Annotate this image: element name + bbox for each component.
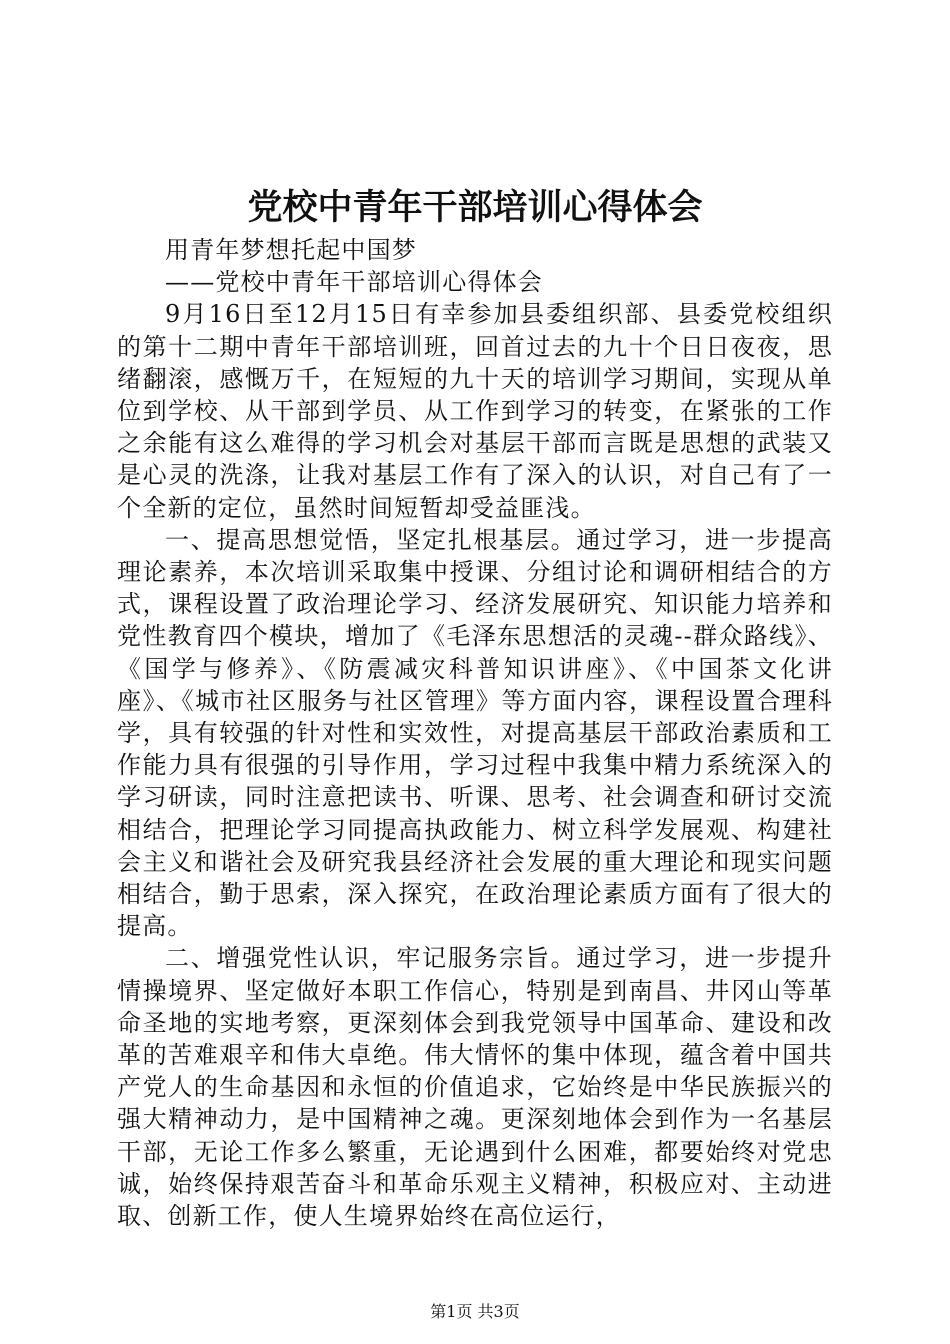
subtitle: 用青年梦想托起中国梦 <box>165 236 417 264</box>
paragraph: 9月16日至12月15日有幸参加县委组织部、县委党校组织的第十二期中青年干部培训班，回首过去的九十个日日夜夜，思绪翻滚，感慨万千，在短短的九十天的培训学习期间，实现从单位到学校、从干部到学员、从工作到学习的转变，在紧张的工作之余能有这么难得的学习机会对基层干部而言既是思想的武装又是心灵的洗涤，让我对基层工作有了深入的认识，对自己有了一个全新的定位，虽然时间短暂却受益匪浅。 <box>117 300 833 522</box>
paragraph: 一、提高思想觉悟，坚定扎根基层。通过学习，进一步提高理论素养，本次培训采取集中授课、分组讨论和调研相结合的方式，课程设置了政治理论学习、经济发展研究、知识能力培养和党性教育四个模块，增加了《毛泽东思想活的灵魂--群众路线》、《国学与修养》、《防震减灾科普知识讲座》、《中国茶文化讲座》、《城市社区服务与社区管理》等方面内容，课程设置合理科学，具有较强的针对性和实效性，对提高基层干部政治素质和工作能力具有很强的引导作用，学习过程中我集中精力系统深入的学习研读，同时注意把读书、听课、思考、社会调查和研讨交流相结合，把理论学习同提高执政能力、树立科学发展观、构建社会主义和谐社会及研究我县经济社会发展的重大理论和现实问题相结合，勤于思索，深入探究，在政治理论素质方面有了很大的提高。 <box>117 525 833 941</box>
page-number: 第1页 共3页 <box>430 1302 520 1321</box>
paragraph: 二、增强党性认识，牢记服务宗旨。通过学习，进一步提升情操境界、坚定做好本职工作信心，特别是到南昌、井冈山等革命圣地的实地考察，更深刻体会到我党领导中国革命、建设和改革的苦难艰辛和伟大卓绝。伟大情怀的集中体现，蕴含着中国共产党人的生命基因和永恒的价值追求，它始终是中华民族振兴的强大精神动力，是中国精神之魂。更深刻地体会到作为一名基层干部，无论工作多么繁重，无论遇到什么困难，都要始终对党忠诚，始终保持艰苦奋斗和革命乐观主义精神，积极应对、主动进取、创新工作，使人生境界始终在高位运行， <box>117 944 833 1231</box>
document-body <box>117 234 833 1232</box>
document-title: 党校中青年干部培训心得体会 <box>247 187 703 228</box>
subtitle-line: ——党校中青年干部培训心得体会 <box>165 268 543 297</box>
